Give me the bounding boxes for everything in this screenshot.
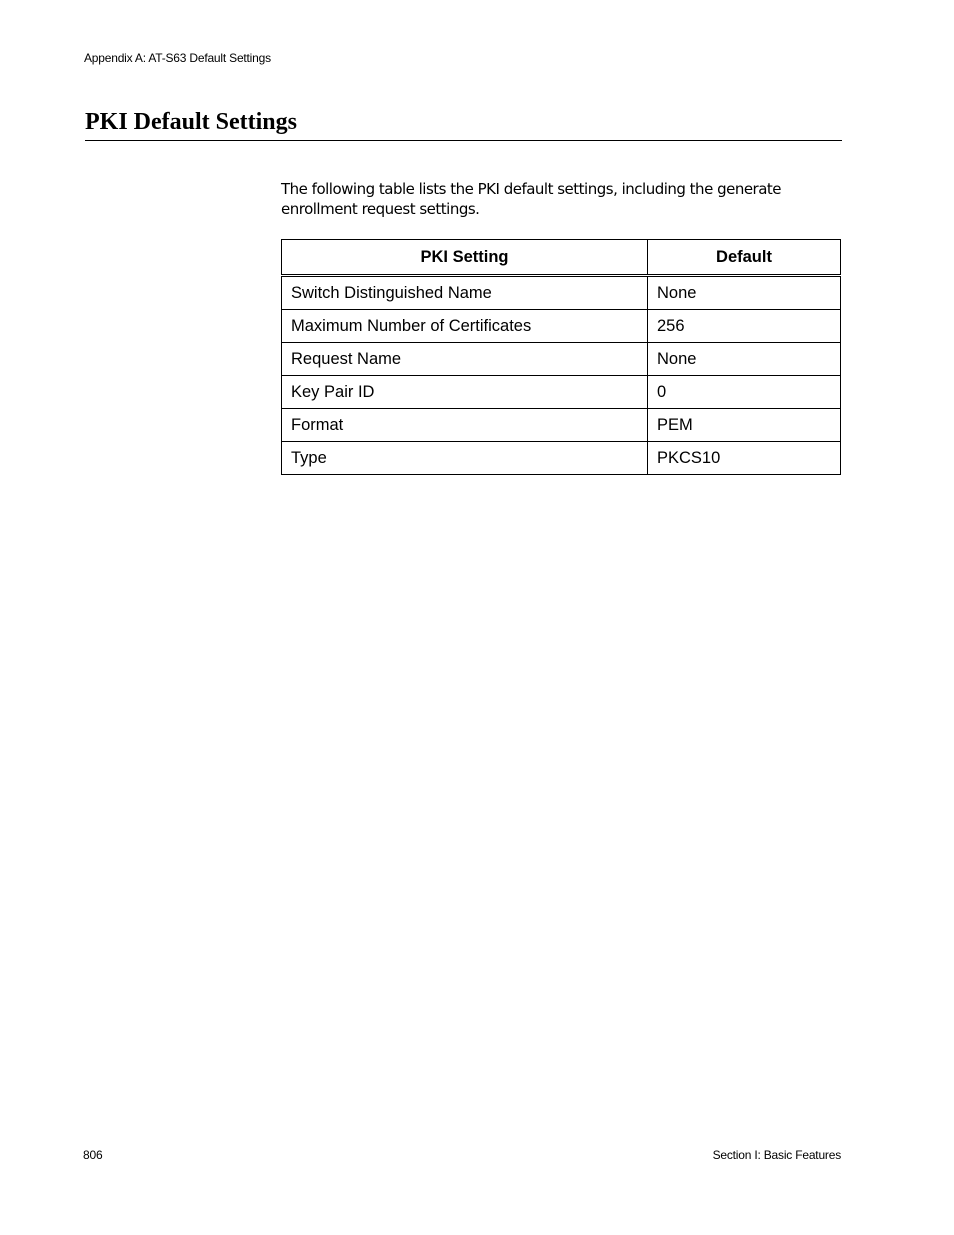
column-header-default: Default xyxy=(648,240,841,276)
running-header: Appendix A: AT-S63 Default Settings xyxy=(84,51,271,65)
table-row xyxy=(282,442,841,475)
table-row xyxy=(282,376,841,409)
default-cell: PEM xyxy=(648,409,841,442)
default-cell: None xyxy=(648,276,841,310)
table-header-row xyxy=(282,240,841,276)
title-rule xyxy=(85,140,842,141)
page-title: PKI Default Settings xyxy=(85,109,297,135)
intro-paragraph: The following table lists the PKI default settings, including the generate enrollment request settings. xyxy=(281,180,782,218)
default-cell: PKCS10 xyxy=(648,442,841,475)
setting-cell: Type xyxy=(282,442,648,475)
default-cell: None xyxy=(648,343,841,376)
footer-section-name: Section I: Basic Features xyxy=(712,1148,841,1162)
table-row xyxy=(282,310,841,343)
setting-cell: Request Name xyxy=(282,343,648,376)
default-cell: 256 xyxy=(648,310,841,343)
column-header-setting: PKI Setting xyxy=(282,240,648,276)
default-cell: 0 xyxy=(648,376,841,409)
table-row xyxy=(282,276,841,310)
page-number: 806 xyxy=(83,1148,103,1162)
table-row xyxy=(282,343,841,376)
setting-cell: Key Pair ID xyxy=(282,376,648,409)
table-row xyxy=(282,409,841,442)
pki-settings-table xyxy=(281,239,841,475)
setting-cell: Switch Distinguished Name xyxy=(282,276,648,310)
setting-cell: Format xyxy=(282,409,648,442)
setting-cell: Maximum Number of Certificates xyxy=(282,310,648,343)
